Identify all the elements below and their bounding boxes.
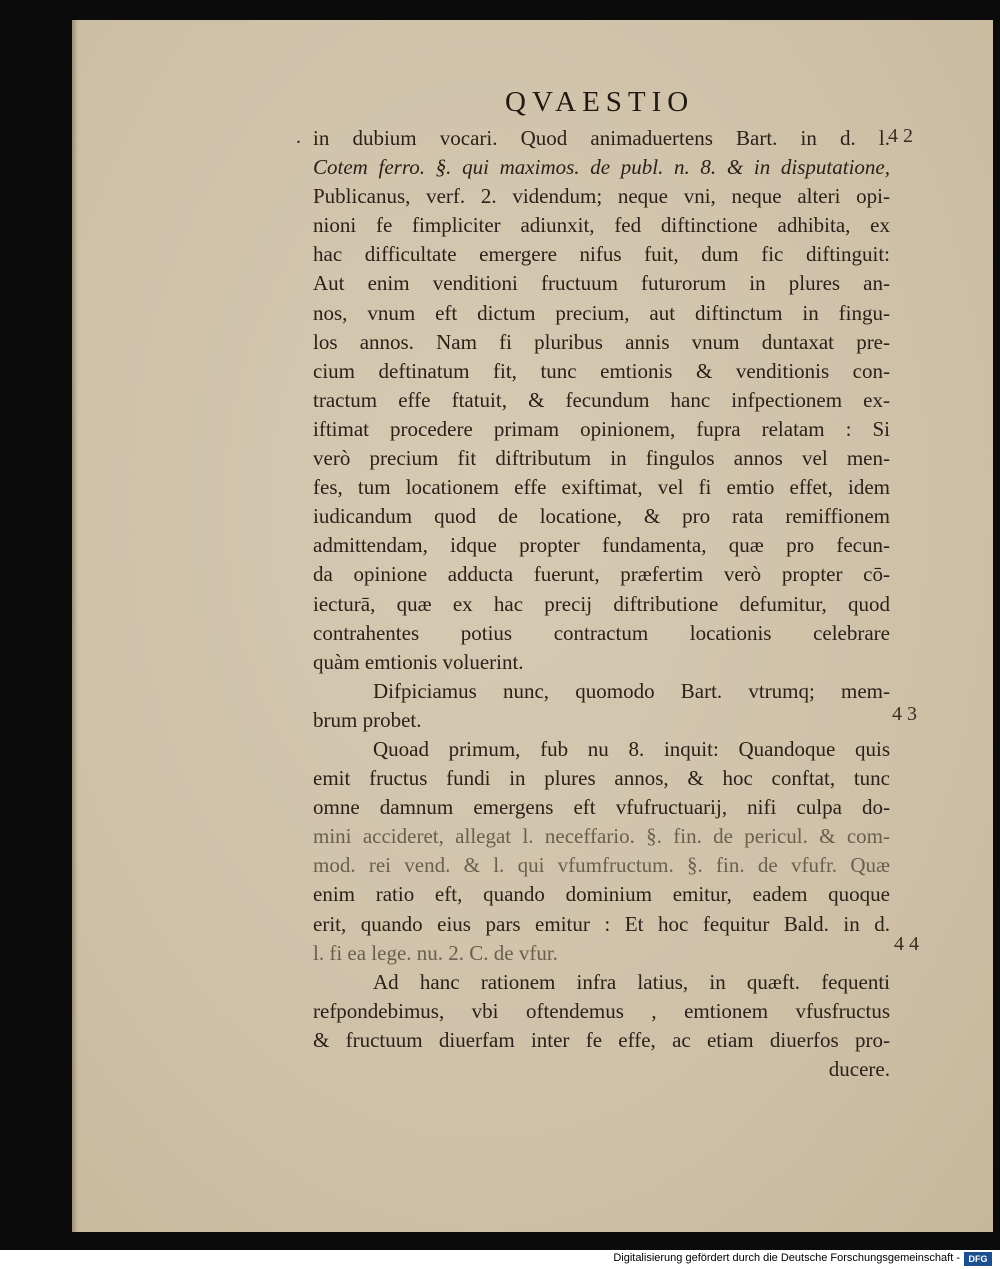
text-line: hac difficultate emergere nifus fuit, dum fic diftinguit: <box>313 242 890 267</box>
text-line: omne damnum emergens eft vfufructuarij, nifi culpa do- <box>313 795 890 820</box>
text-line: in dubium vocari. Quod animaduertens Bart. in d. l. <box>313 126 890 150</box>
text-line: & fructuum diuerfam inter fe effe, ac etiam diuerfos pro- <box>313 1027 890 1052</box>
text-line: contrahentes potius contractum locationis celebrare <box>313 620 890 645</box>
footer-credit: Digitalisierung gefördert durch die Deutsche Forschungsgemeinschaft - <box>613 1252 960 1264</box>
margin-number: 4 4 <box>894 933 919 955</box>
text-line: emit fructus fundi in plures annos, & hoc conftat, tunc <box>313 766 890 791</box>
text-line: Difpiciamus nunc, quomodo Bart. vtrumq; mem- <box>373 678 890 703</box>
text-line: tractum effe ftatuit, & fecundum hanc infpectionem ex- <box>313 387 890 412</box>
text-line: los annos. Nam fi pluribus annis vnum duntaxat pre- <box>313 329 890 354</box>
text-line: fes, tum locationem effe exiftimat, vel fi emtio effet, idem <box>313 475 890 500</box>
text-line: erit, quando eius pars emitur : Et hoc fequitur Bald. in d. <box>313 911 890 936</box>
text-line: Publicanus, verf. 2. videndum; neque vni, neque alteri opi- <box>313 184 890 209</box>
text-line: nos, vnum eft dictum precium, aut diftinctum in fingu- <box>313 300 890 325</box>
text-line: cium deftinatum fit, tunc emtionis & venditionis con- <box>313 358 890 383</box>
text-line: verò precium fit diftributum in fingulos annos vel men- <box>313 446 890 471</box>
text-line: mini accideret, allegat l. neceffario. §. fin. de pericul. & com- <box>313 824 890 849</box>
text-line: iudicandum quod de locatione, & pro rata remiffionem <box>313 504 890 529</box>
body-text <box>313 124 890 1084</box>
dfg-logo: DFG <box>964 1252 992 1266</box>
text-line: brum probet. <box>313 707 422 732</box>
running-head: QVAESTIO <box>505 86 695 118</box>
margin-number: 4 2 <box>888 125 913 147</box>
text-line: admittendam, idque propter fundamenta, quæ pro fecun- <box>313 533 890 558</box>
margin-number: 4 3 <box>892 703 917 725</box>
text-line: Ad hanc rationem infra latius, in quæft. fequenti <box>373 969 890 994</box>
text-line: ducere. <box>828 1057 890 1081</box>
text-line: da opinione adducta fuerunt, præfertim verò propter cō- <box>313 562 890 587</box>
text-line: iftimat procedere primam opinionem, fupra relatam : Si <box>313 416 890 441</box>
text-line: nioni fe fimpliciter adiunxit, fed diftinctione adhibita, ex <box>313 213 890 238</box>
footer-bar <box>0 1250 1000 1269</box>
text-line: mod. rei vend. & l. qui vfumfructum. §. fin. de vfufr. Quæ <box>313 853 890 878</box>
text-line: iecturā, quæ ex hac precij diftributione defumitur, quod <box>313 591 890 616</box>
text-line: Aut enim venditioni fructuum futurorum in plures an- <box>313 271 890 296</box>
text-line: Cotem ferro. §. qui maximos. de publ. n. 8. & in disputatione, <box>313 155 890 180</box>
text-line: Quoad primum, fub nu 8. inquit: Quandoque quis <box>373 736 890 761</box>
text-line: l. fi ea lege. nu. 2. C. de vfur. <box>313 940 558 965</box>
text-line: enim ratio eft, quando dominium emitur, eadem quoque <box>313 882 890 907</box>
lead-mark: . <box>296 126 301 148</box>
text-line: quàm emtionis voluerint. <box>313 649 524 674</box>
text-line: refpondebimus, vbi oftendemus , emtionem vfusfructus <box>313 998 890 1023</box>
